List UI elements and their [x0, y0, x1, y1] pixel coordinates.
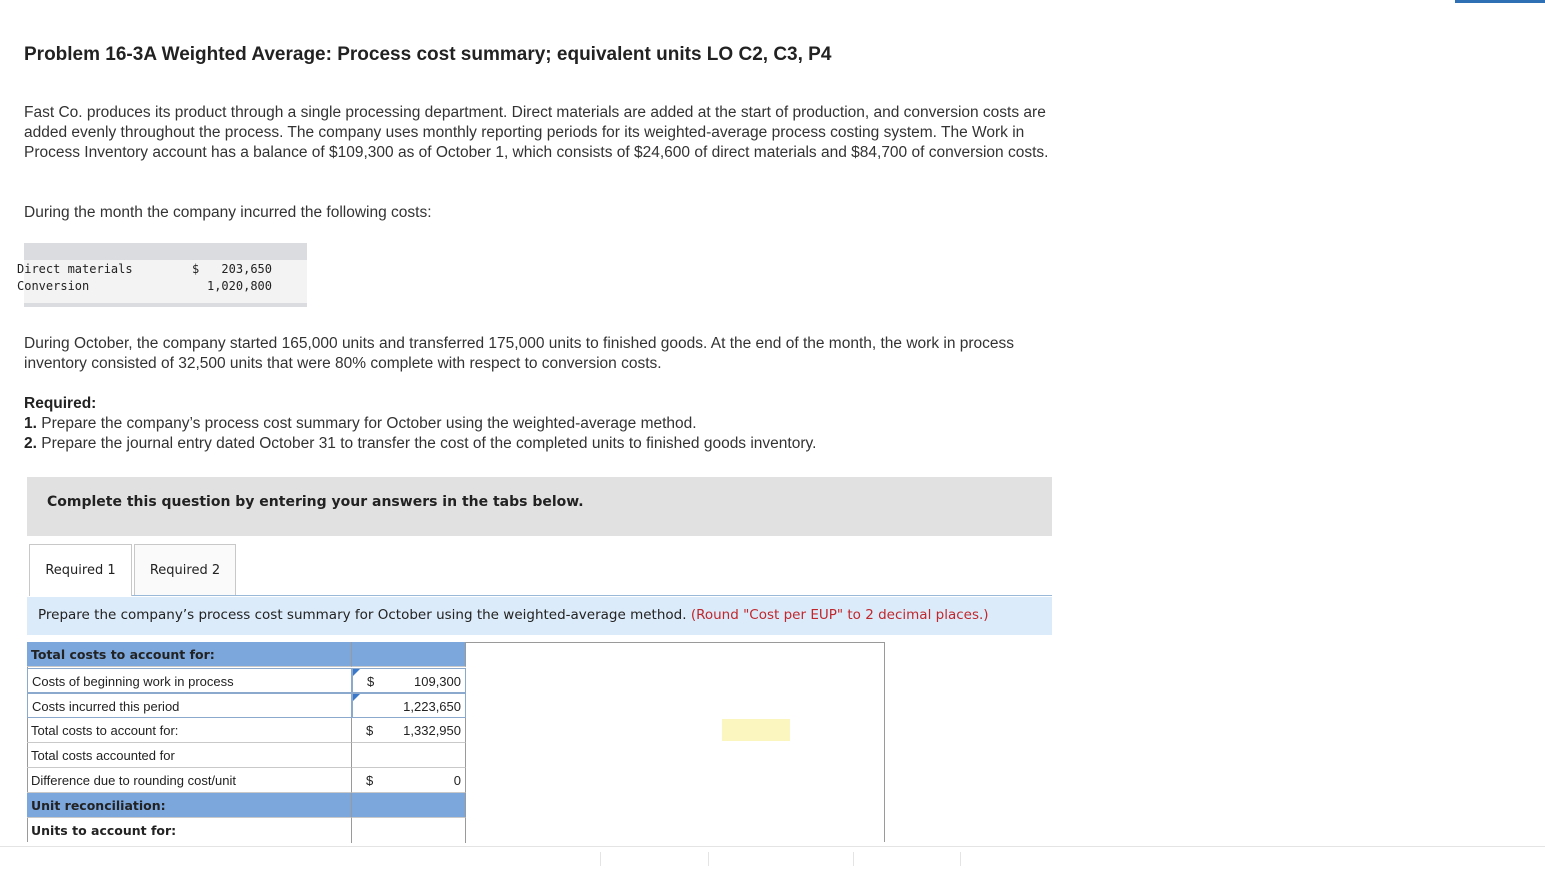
- october-activity: During October, the company started 165,000 units and transferred 175,000 units to finished goods. At the end of the month, the work in process inventory consisted of 32,500 units that were 80% complete with respect to conversion costs.: [24, 335, 1015, 372]
- total-highlight: [722, 719, 790, 741]
- grid-row-beginning-wip: [27, 668, 466, 693]
- footer-separator: [600, 852, 601, 866]
- tab-underline: [132, 595, 1052, 596]
- instruction-bar: [27, 597, 1052, 635]
- grid-row-total-costs: Total costs to account for: $ 1,332,950: [27, 718, 466, 743]
- cost-label: Conversion: [17, 279, 90, 293]
- top-accent-bar: [1455, 0, 1545, 3]
- tab-required-1[interactable]: Required 1: [29, 544, 132, 596]
- footer-divider: [0, 846, 1545, 847]
- complete-prompt-banner: [27, 477, 1052, 536]
- required-item-2: 2. Prepare the journal entry dated October 31 to transfer the cost of the completed units to finished goods inventory.: [24, 435, 817, 452]
- footer-separator: [708, 852, 709, 866]
- total-costs-value: $ 1,332,950: [352, 718, 466, 743]
- costs-incurred-input[interactable]: 1,223,650: [352, 693, 466, 718]
- complete-prompt-text: Complete this question by entering your answers in the tabs below.: [47, 494, 584, 510]
- grid-header-unit-reconciliation: Unit reconciliation:: [27, 793, 466, 818]
- tab-required-2[interactable]: Required 2: [134, 544, 236, 596]
- rounding-difference-value: $ 0: [352, 768, 466, 793]
- problem-intro: Fast Co. produces its product through a single processing department. Direct materials are added at the start of production, and conversion costs are added evenly throughout the process. The company uses monthly reporting periods for its weighted-average process costing system. The Work in Process Inventory account has a balance of $109,300 as of October 1, which consists of $24,600 of direct materials and $84,700 of conversion costs.: [24, 104, 1049, 161]
- grid-row-rounding-difference: Difference due to rounding cost/unit $ 0: [27, 768, 466, 793]
- row-label-input[interactable]: Costs of beginning work in process: [27, 668, 352, 693]
- footer-separator: [960, 852, 961, 866]
- input-marker-icon: [353, 669, 360, 676]
- problem-title: Problem 16-3A Weighted Average: Process cost summary; equivalent units LO C2, C3, P4: [24, 44, 832, 65]
- grid-header-units-to-account: Units to account for:: [27, 818, 466, 843]
- required-section: [24, 394, 816, 454]
- instruction-text: Prepare the company’s process cost summary for October using the weighted-average method.: [38, 607, 687, 623]
- required-heading: Required:: [24, 395, 97, 412]
- grid-row-costs-incurred: [27, 693, 466, 718]
- month-costs-intro: During the month the company incurred the following costs:: [24, 204, 432, 221]
- rounding-note: (Round "Cost per EUP" to 2 decimal places.): [690, 607, 989, 623]
- grid-header-total-costs: Total costs to account for:: [27, 642, 466, 667]
- cost-label: Direct materials: [17, 262, 133, 276]
- grid-row-total-accounted: Total costs accounted for: [27, 743, 466, 768]
- row-label-input[interactable]: Costs incurred this period: [27, 693, 352, 718]
- footer-separator: [853, 852, 854, 866]
- total-accounted-input[interactable]: [352, 743, 466, 768]
- cost-amount: 1,020,800: [206, 279, 272, 293]
- required-item-1: 1. Prepare the company’s process cost summary for October using the weighted-average method.: [24, 415, 697, 432]
- cost-amount: 203,650: [221, 262, 272, 276]
- beginning-wip-input[interactable]: $ 109,300: [352, 668, 466, 693]
- cost-dollar: $: [192, 262, 200, 276]
- input-marker-icon: [353, 694, 360, 701]
